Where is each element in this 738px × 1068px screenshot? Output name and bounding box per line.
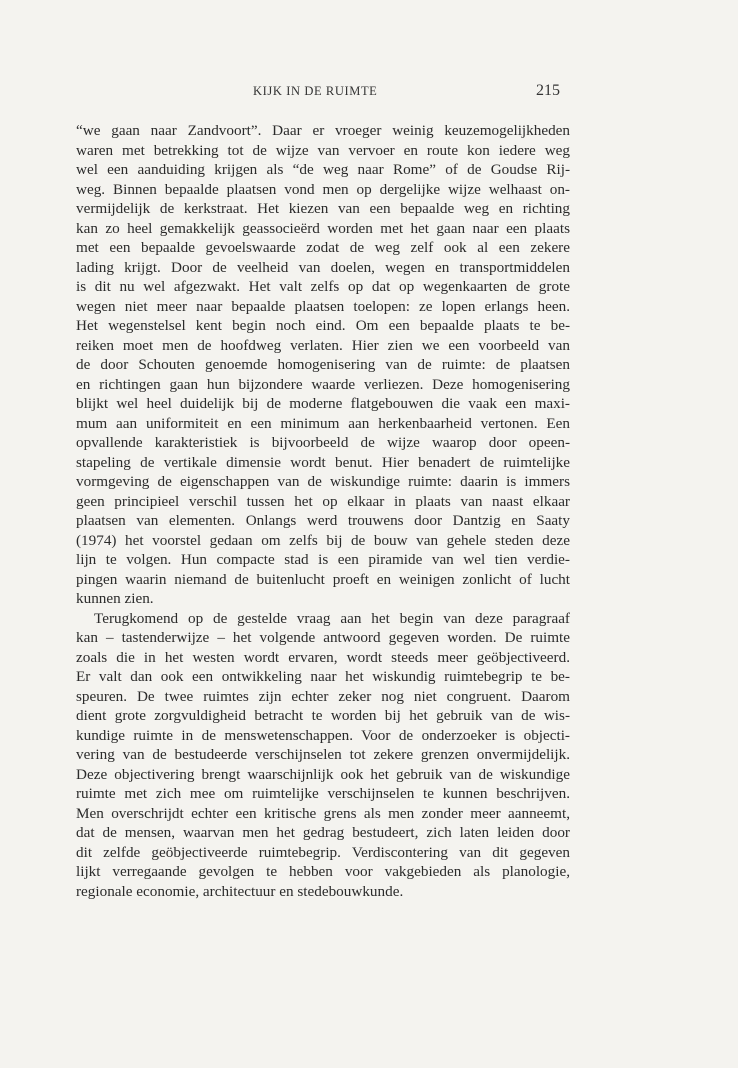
text-line: Deze objectivering brengt waarschijnlijk ook het gebruik van de wiskundige — [76, 765, 570, 783]
text-line: weg. Binnen bepaalde plaatsen vond men op dergelijke wijze welhaast on- — [76, 180, 570, 198]
chapter-title: KIJK IN DE RUIMTE — [253, 84, 378, 98]
text-line: dat de mensen, waarvan men het gedrag bestudeert, zich laten leiden door — [76, 824, 570, 841]
text-line: zoals die in het westen wordt ervaren, wordt steeds meer geöbjectiveerd. — [76, 648, 570, 666]
text-line: speuren. De twee ruimtes zijn echter zeker nog niet congruent. Daarom — [76, 687, 570, 705]
text-line: kundige ruimte in de menswetenschappen. Voor de onderzoeker is objecti- — [76, 726, 570, 744]
text-line: vering van de bestudeerde verschijnselen tot zekere grenzen onvermijdelijk. — [76, 746, 570, 763]
paragraph-1 — [76, 121, 570, 609]
body-text — [76, 121, 570, 901]
text-line: geen principieel verschil tussen het op elkaar in plaats van naast elkaar — [76, 492, 570, 510]
text-line: is dit nu wel afgezwakt. Het valt zelfs op dat op wegenkaarten de grote — [76, 278, 570, 295]
text-line: (1974) het voorstel gedaan om zelfs bij de bouw van gehele steden deze — [76, 531, 570, 549]
text-line: mum aan uniformiteit en een minimum aan herkenbaarheid vertonen. Een — [76, 414, 570, 432]
text-line: de door Schouten genoemde homogenisering van de ruimte: de plaatsen — [76, 356, 570, 373]
text-line: regionale economie, architectuur en stedebouwkunde. — [76, 882, 404, 900]
text-line: wegen niet meer naar bepaalde plaatsen toelopen: ze lopen erlangs heen. — [76, 297, 570, 315]
text-line: “we gaan naar Zandvoort”. Daar er vroeger weinig keuzemogelijkheden — [76, 122, 570, 139]
text-line: vormgeving de eigenschappen van de wiskundige ruimte: daarin is immers — [76, 473, 570, 490]
text-line: dit zelfde geöbjectiveerde ruimtebegrip. Verdiscontering van dit gegeven — [76, 843, 570, 861]
text-line: ruimte met zich mee om ruimtelijke verschijnselen te kunnen beschrijven. — [76, 785, 570, 802]
text-line: waren met betrekking tot de wijze van vervoer en route kon iedere weg — [76, 141, 570, 159]
text-line: vermijdelijk de kerkstraat. Het kiezen van een bepaalde weg en richting — [76, 200, 570, 217]
text-line: Het wegenstelsel kent begin noch eind. Om een bepaalde plaats te be- — [76, 317, 570, 334]
text-line: reiken moet men de hoofdweg verlaten. Hier zien we een voorbeeld van — [76, 336, 570, 354]
text-line: Terugkomend op de gestelde vraag aan het begin van deze paragraaf — [94, 609, 570, 627]
text-line: pingen waarin niemand de buitenlucht proeft en weinigen zonlicht of lucht — [76, 570, 570, 588]
text-line: opvallende karakteristiek is bijvoorbeeld de wijze waarop door opeen- — [76, 434, 570, 451]
text-line: wel een aanduiding krijgen als “de weg naar Rome” of de Goudse Rij- — [76, 161, 570, 178]
text-line: kan – tastenderwijze – het volgende antwoord gegeven worden. De ruimte — [76, 629, 570, 646]
text-line: plaatsen van elementen. Onlangs werd trouwens door Dantzig en Saaty — [76, 512, 570, 529]
text-line: lijkt verregaande gevolgen te hebben voor vakgebieden als planologie, — [76, 863, 570, 880]
paragraph-2 — [76, 609, 570, 902]
text-line: lading krijgt. Door de veelheid van doelen, wegen en transportmiddelen — [76, 258, 570, 276]
text-line: met een bepaalde gevoelswaarde zodat de weg zelf ook al een zekere — [76, 239, 570, 256]
text-line: Men overschrijdt echter een kritische grens als men zonder meer aanneemt, — [76, 804, 570, 822]
page-number: 215 — [536, 82, 560, 99]
text-line: lijn te volgen. Hun compacte stad is een piramide van wel tien verdie- — [76, 551, 570, 568]
text-line: stapeling de vertikale dimensie wordt benut. Hier benadert de ruimtelijke — [76, 453, 570, 471]
running-header — [0, 84, 738, 104]
text-line: dient grote zorgvuldigheid betracht te worden bij het gebruik van de wis- — [76, 707, 570, 724]
text-line: en richtingen gaan hun bijzondere waarde verliezen. Deze homogenisering — [76, 375, 570, 393]
text-line: kan zo heel gemakkelijk geassocieërd worden met het gaan naar een plaats — [76, 219, 570, 237]
text-line: Er valt dan ook een ontwikkeling naar het wiskundig ruimtebegrip te be- — [76, 668, 570, 685]
text-line: blijkt wel heel duidelijk bij de moderne flatgebouwen die vaak een maxi- — [76, 395, 570, 412]
text-line: kunnen zien. — [76, 590, 154, 607]
